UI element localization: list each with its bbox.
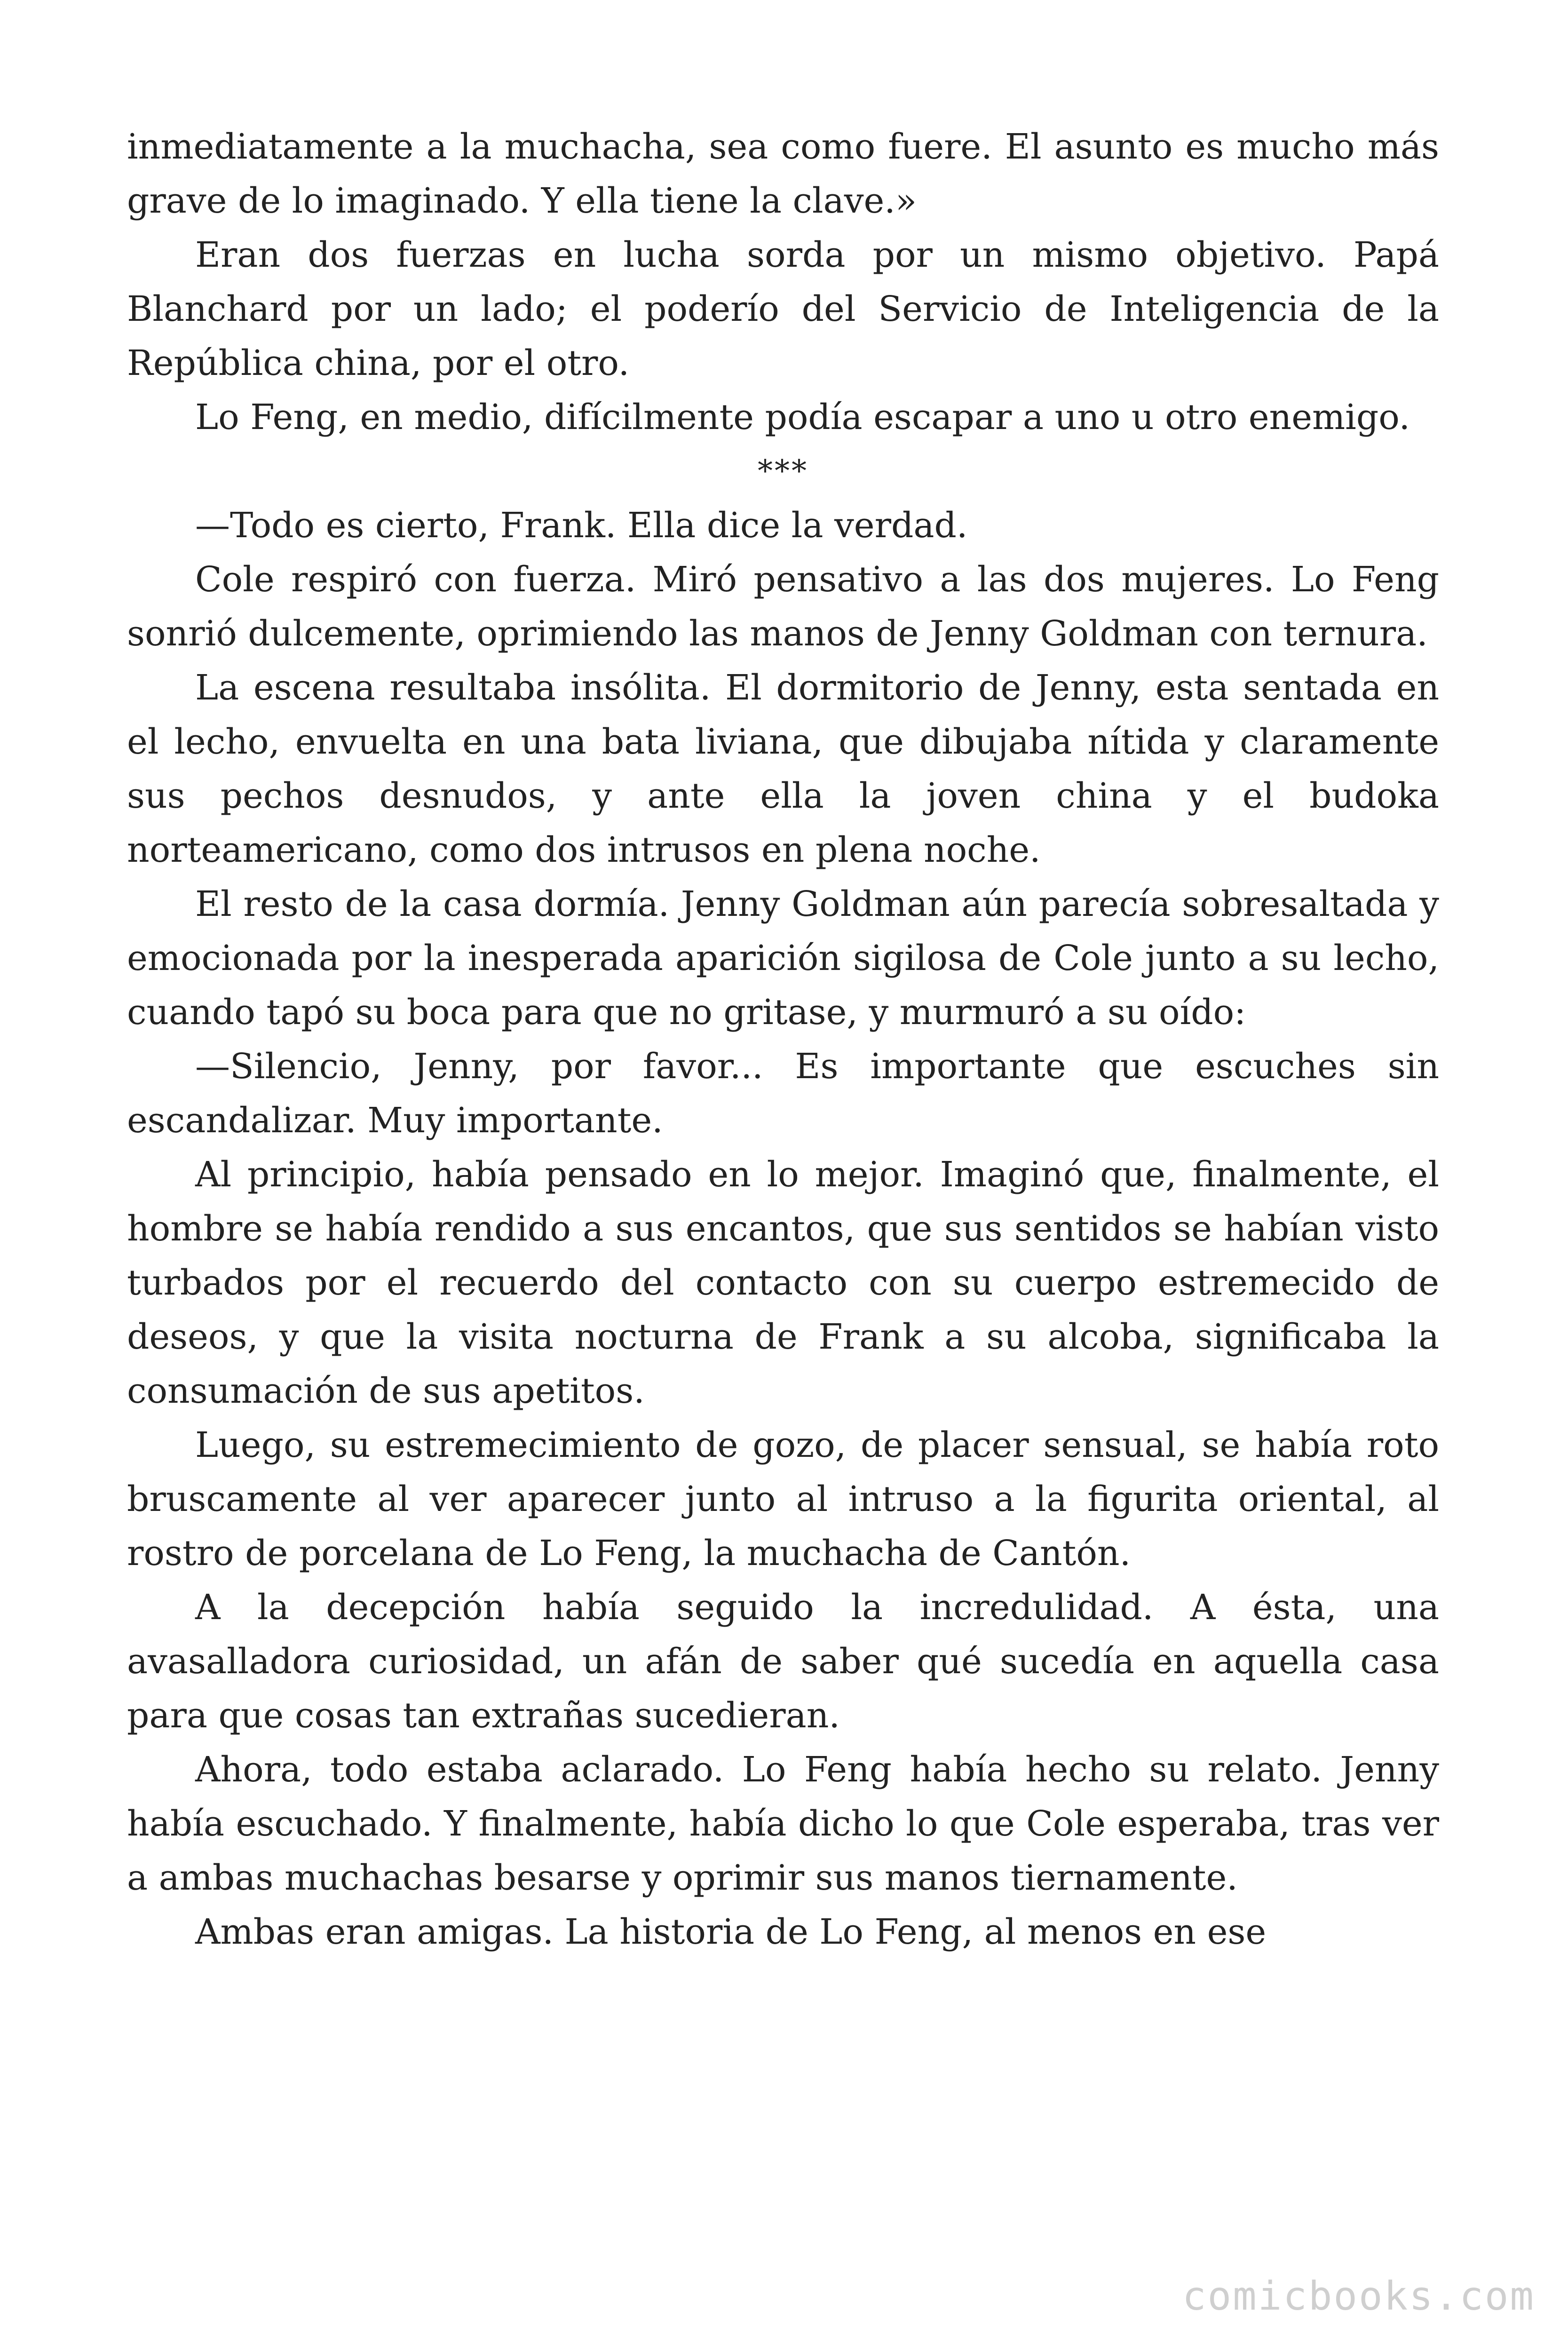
watermark: comicbooks.com — [1182, 2273, 1535, 2319]
paragraph: A la decepción había seguido la incredulidad. A ésta, una avasalladora curiosidad, un afán de saber qué sucedía en aquella casa para que cosas tan extrañas sucedieran. — [127, 1587, 1439, 1736]
paragraph: Al principio, había pensado en lo mejor. Imaginó que, finalmente, el hombre se había rendido a sus encantos, que sus sentidos se habían visto turbados por el recuerdo del contacto con su cuerpo estremecido de deseos, y que la visita nocturna de Frank a su alcoba, significaba la consumación de sus apetitos. — [127, 1154, 1439, 1411]
paragraph: Lo Feng, en medio, difícilmente podía escapar a uno u otro enemigo. — [195, 397, 1410, 437]
paragraph: La escena resultaba insólita. El dormitorio de Jenny, esta sentada en el lecho, envuelta en una bata liviana, que dibujaba nítida y claramente sus pechos desnudos, y ante ella la joven china y el budoka norteamericano, como dos intrusos en plena noche. — [127, 667, 1439, 870]
paragraph: El resto de la casa dormía. Jenny Goldman aún parecía sobresaltada y emocionada por la inesperada aparición sigilosa de Cole junto a su lecho, cuando tapó su boca para que no gritase, y murmuró a su oído: — [127, 884, 1439, 1033]
section-separator: *** — [758, 454, 808, 489]
paragraph: Cole respiró con fuerza. Miró pensativo a las dos mujeres. Lo Feng sonrió dulcemente, oprimiendo las manos de Jenny Goldman con ternura. — [127, 559, 1439, 654]
paragraph: Luego, su estremecimiento de gozo, de placer sensual, se había roto bruscamente al ver aparecer junto al intruso a la figurita oriental, al rostro de porcelana de Lo Feng, la muchacha de Cantón. — [127, 1425, 1439, 1573]
paragraph: inmediatamente a la muchacha, sea como fuere. El asunto es mucho más grave de lo imaginado. Y ella tiene la clave.» — [127, 127, 1439, 221]
paragraph: Ahora, todo estaba aclarado. Lo Feng había hecho su relato. Jenny había escuchado. Y finalmente, había dicho lo que Cole esperaba, tras ver a ambas muchachas besarse y oprimir sus manos tiernamente. — [127, 1749, 1439, 1898]
page-body — [127, 120, 1439, 1959]
paragraph: —Todo es cierto, Frank. Ella dice la verdad. — [195, 505, 968, 546]
paragraph: —Silencio, Jenny, por favor... Es importante que escuches sin escandalizar. Muy importante. — [127, 1046, 1439, 1141]
paragraph: Ambas eran amigas. La historia de Lo Feng, al menos en ese — [195, 1912, 1267, 1952]
paragraph: Eran dos fuerzas en lucha sorda por un mismo objetivo. Papá Blanchard por un lado; el poderío del Servicio de Inteligencia de la República china, por el otro. — [127, 235, 1439, 383]
